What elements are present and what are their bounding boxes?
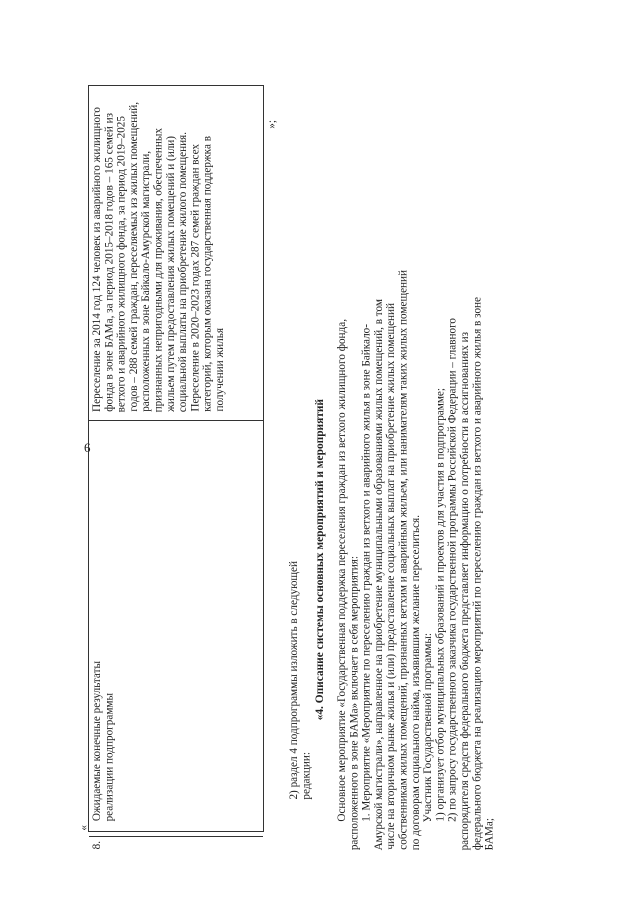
results-table xyxy=(88,85,264,850)
body-line: 1) организует отбор муниципальных образований и проектов для участия в подпрограмме; xyxy=(434,388,447,822)
body-line: 2) по запросу государственного заказчика государственной программы Российской Федерации – главного xyxy=(446,318,459,822)
value-line: Переселение в 2020–2023 годах 287 семей граждан всех xyxy=(189,144,202,412)
body-line: Амурской магистрали», направленное на приобретение муниципальными образованиями жилых помещений, в том xyxy=(372,298,385,850)
value-line: получении жилья xyxy=(213,328,226,412)
body-line: числе на вторичном рынке жилья и (или) предоставление социальных выплат на приобретение жилых помещений xyxy=(385,303,398,850)
closing-quote: »; xyxy=(266,120,278,129)
body-line: по договорам социального найма, изъявившим желание переселиться. xyxy=(409,514,422,850)
value-line: фонда в зоне БАМа, за период 2015–2018 годов – 165 семей из xyxy=(103,113,116,412)
table-column-divider xyxy=(89,420,263,421)
section-heading: «4. Описание системы основных мероприятий и мероприятий xyxy=(314,398,326,720)
value-line: жильем путем предоставления жилых помещений и (или) xyxy=(164,136,177,412)
value-line: социальной выплаты на приобретение жилого помещения. xyxy=(177,131,190,412)
body-line: БАМа; xyxy=(483,817,496,850)
body-line: собственникам жилых помещений, признанных ветхим и аварийным жильем, или нанимателям таких жилых помещений xyxy=(397,270,410,850)
body-line: расположенного в зоне БАМа» включает в себя мероприятия: xyxy=(348,555,361,850)
value-line: ветхого и аварийного жилищного фонда, за период 2019–2025 xyxy=(115,115,128,412)
table-row-divider xyxy=(89,836,263,837)
subsection-intro: 2) раздел 4 подпрограммы изложить в следующей редакции: xyxy=(288,561,313,800)
body-line: Участник Государственной программы: xyxy=(422,632,435,822)
table-row-label xyxy=(91,426,116,821)
body-line: Основное мероприятие «Государственная поддержка переселения граждан из ветхого жилищного фонда, xyxy=(336,319,348,822)
opening-quote: « xyxy=(78,825,90,831)
body-line: распорядителя средств федерального бюджета представляет информацию о потребности в ассигнованиях из xyxy=(458,331,471,850)
page-number: 6 xyxy=(84,440,91,455)
value-line: признанных непригодными для проживания, обеспеченных xyxy=(152,127,165,412)
body-line: 1. Мероприятие «Мероприятие по переселению граждан из ветхого и аварийного жилья в зоне Байкало- xyxy=(360,324,373,822)
body-text xyxy=(336,60,496,850)
label-line: Ожидаемые конечные результаты xyxy=(91,660,103,821)
value-line: расположенных в зоне Байкало-Амурской магистрали, xyxy=(140,151,153,412)
table-row-number: 8. xyxy=(91,841,103,850)
value-line: годов – 288 семей граждан, переселяемых из жилых помещений, xyxy=(127,102,140,412)
label-line: реализации подпрограммы xyxy=(103,692,116,821)
value-line: категорий, которым оказана государственная поддержка в xyxy=(201,136,214,412)
body-line: федерального бюджета на реализацию мероприятий по переселению граждан из ветхого и аварийного жилья в зоне xyxy=(471,296,484,850)
value-line: Переселение за 2014 год 124 человек из аварийного жилищного xyxy=(91,107,103,412)
table-row-value xyxy=(91,92,226,412)
